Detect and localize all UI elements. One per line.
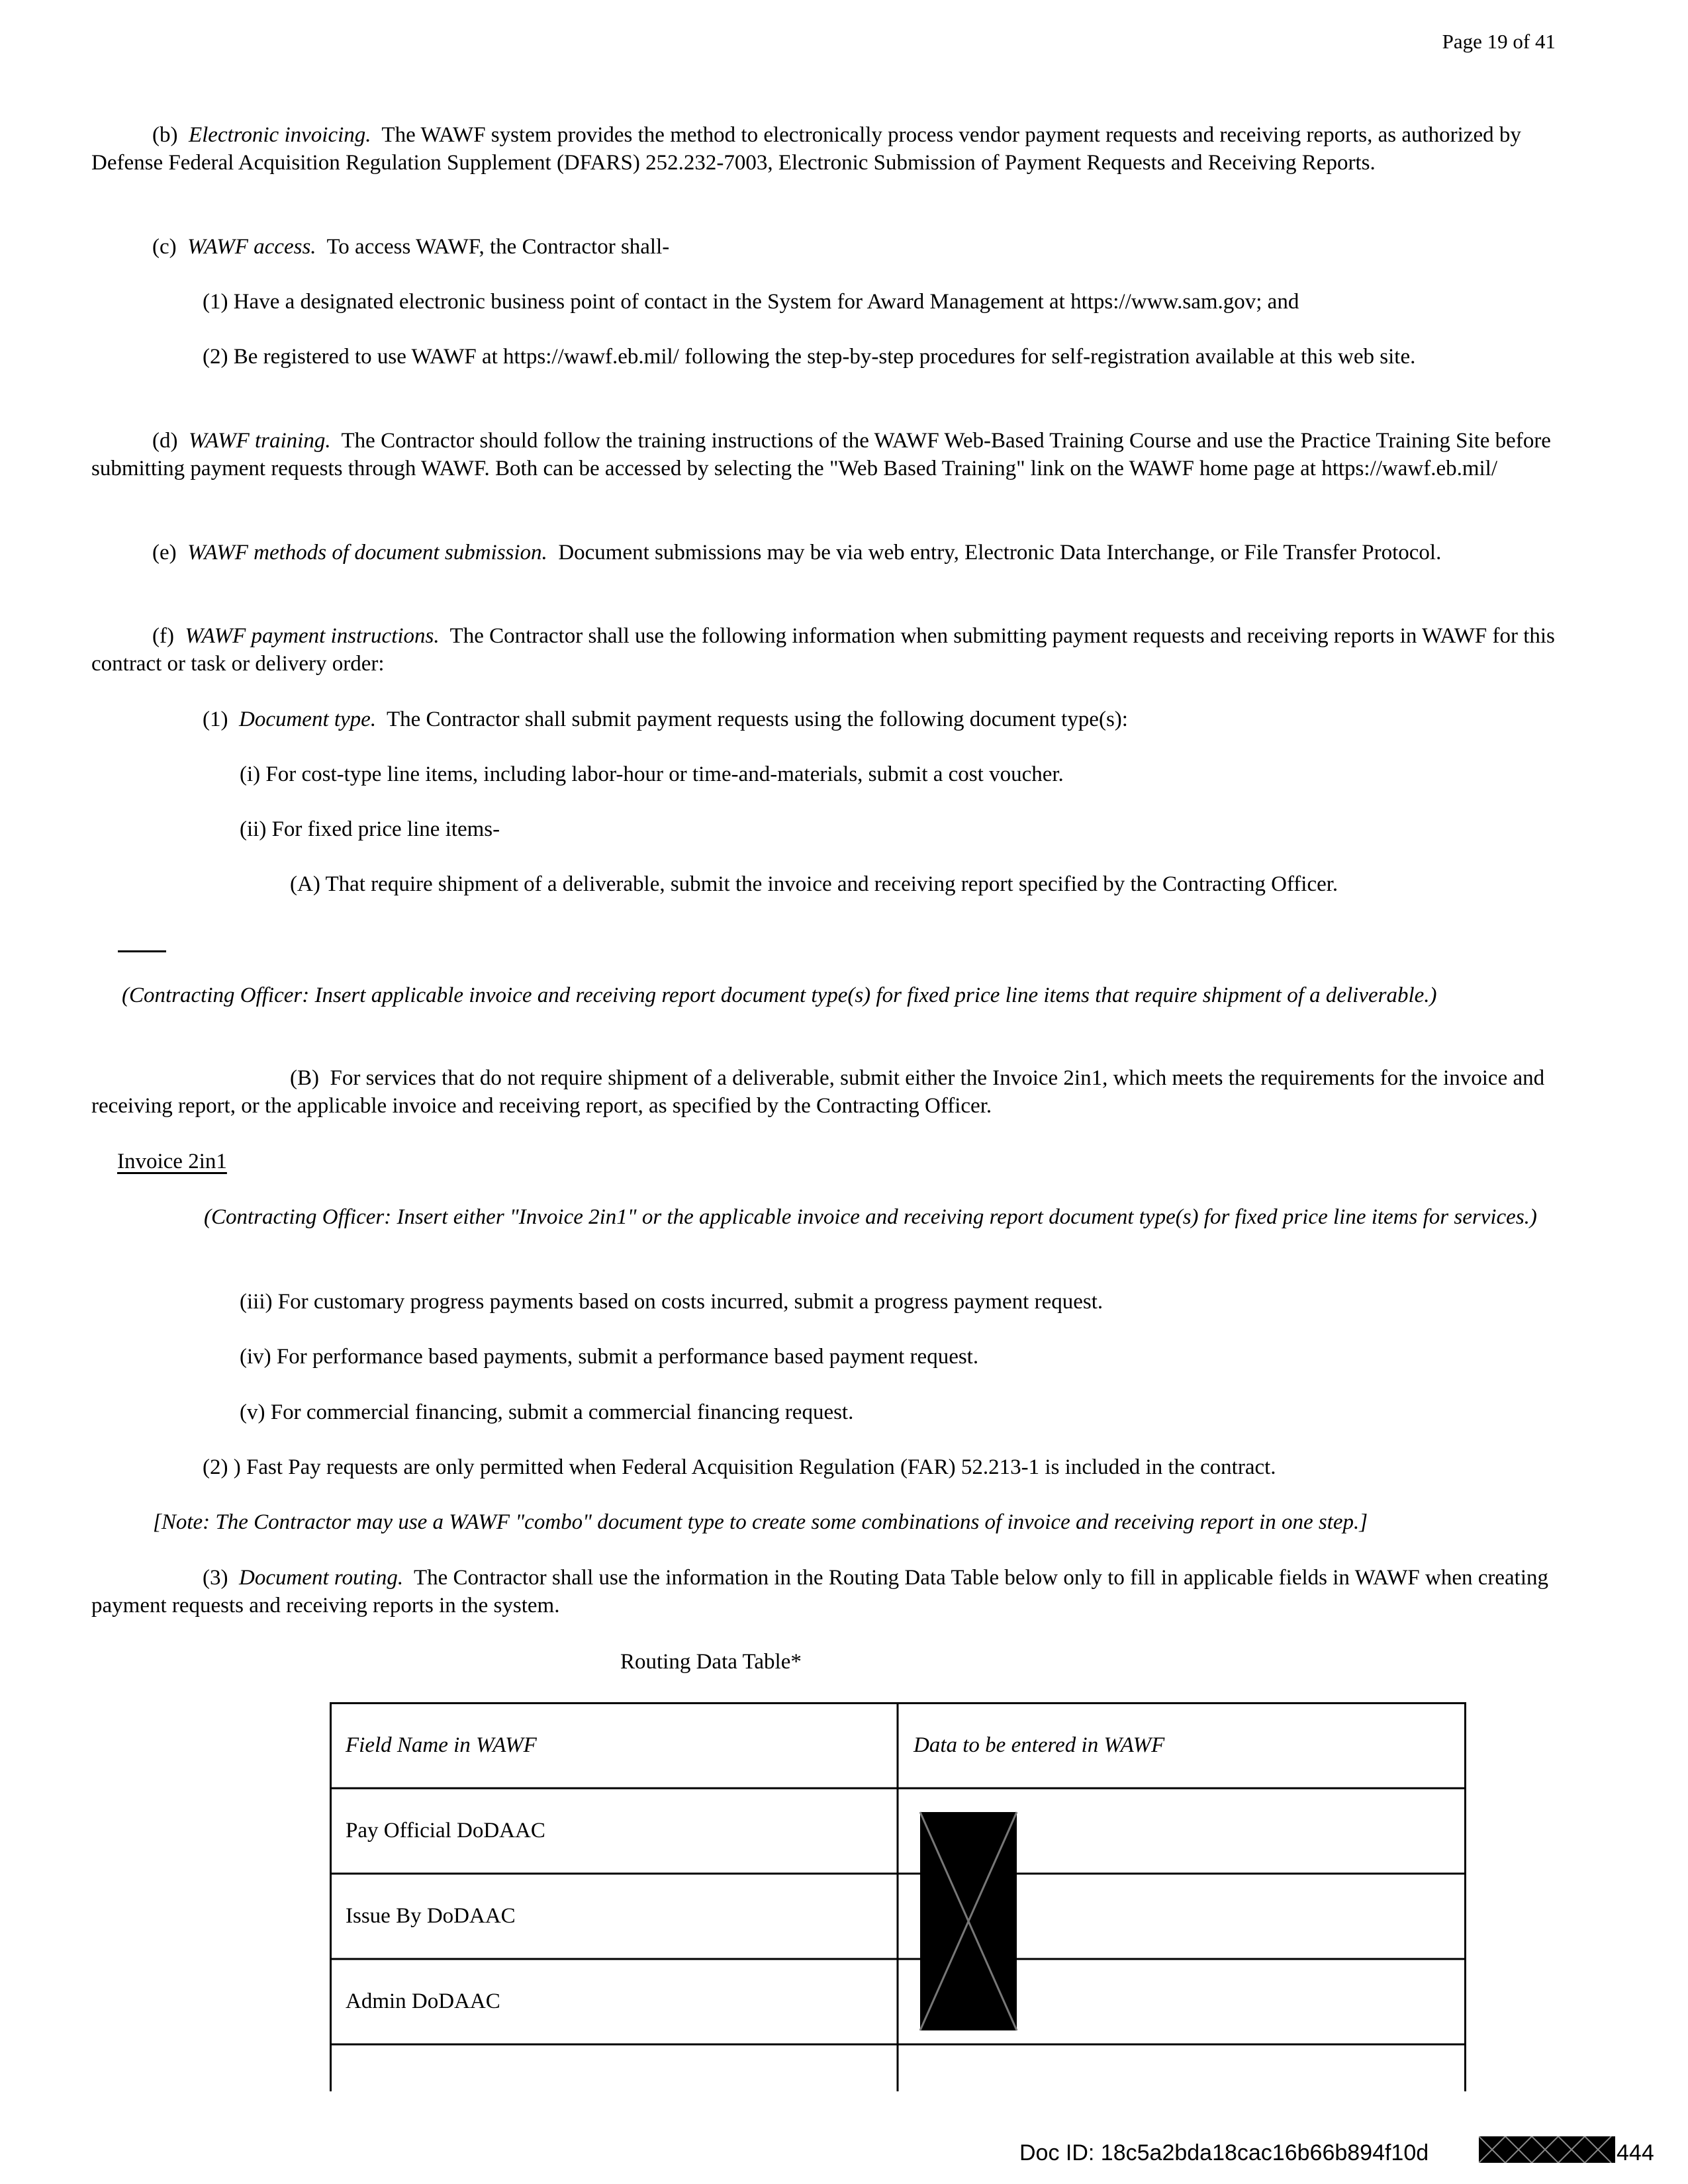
note-A-text: (Contracting Officer: Insert applicable invoice and receiving report document type(s) for fixed price line items that require shipment of a deliverable.) xyxy=(122,983,1437,1007)
marker-d: (d) xyxy=(152,429,178,453)
marker-b: (b) xyxy=(152,123,178,147)
item-f-1-v: (v) For commercial financing, submit a commercial financing request. xyxy=(240,1400,854,1424)
fill-in-blank-line xyxy=(118,950,166,952)
item-f-1-iii: (iii) For customary progress payments based on costs incurred, submit a progress payment request. xyxy=(240,1290,1103,1314)
paragraph-e xyxy=(91,539,1581,567)
table-header-field-name: Field Name in WAWF xyxy=(346,1733,537,1757)
doc-id-suffix: 444 xyxy=(1617,2140,1654,2165)
item-f-1-iv: (iv) For performance based payments, submit a performance based payment request. xyxy=(240,1345,979,1369)
heading-f: WAWF payment instructions. xyxy=(185,624,440,648)
marker-f-1: (1) xyxy=(203,707,228,731)
paragraph-f xyxy=(91,622,1581,678)
note-combo: [Note: The Contractor may use a WAWF "combo" document type to create some combinations of invoice and receiving report in one step.] xyxy=(153,1510,1368,1534)
heading-f-1: Document type. xyxy=(238,707,377,731)
item-c-1: (1) Have a designated electronic business point of contact in the System for Award Management at https://www.sam.gov; and xyxy=(203,290,1299,314)
marker-B: (B) xyxy=(290,1066,319,1090)
item-f-2: (2) ) Fast Pay requests are only permitted when Federal Acquisition Regulation (FAR) 52.213-1 is included in the contract. xyxy=(203,1455,1276,1479)
text-b: The WAWF system provides the method to electronically process vendor payment requests and receiving reports, as authorized by Defense Federal Acquisition Regulation Supplement (DFARS) 252.232-7003, Electronic Submission of Payment Requests and Receiving Reports. xyxy=(91,123,1521,175)
heading-f-3: Document routing. xyxy=(238,1566,404,1590)
table-title: Routing Data Table* xyxy=(620,1650,802,1674)
text-e: Document submissions may be via web entry, Electronic Data Interchange, or File Transfer Protocol. xyxy=(558,541,1442,565)
text-c: To access WAWF, the Contractor shall- xyxy=(326,235,670,259)
heading-e: WAWF methods of document submission. xyxy=(187,541,547,565)
table-row-pay-official: Pay Official DoDAAC xyxy=(346,1819,545,1843)
item-c-2 xyxy=(91,343,1581,371)
item-f-3 xyxy=(91,1564,1581,1619)
text-f: The Contractor shall use the following information when submitting payment requests and receiving reports in WAWF for this contract or task or delivery order: xyxy=(91,624,1555,676)
doc-id: Doc ID: 18c5a2bda18cac16b66b894f10d xyxy=(1019,2140,1429,2165)
item-f-1 xyxy=(203,705,1593,733)
text-B: For services that do not require shipment of a deliverable, submit either the Invoice 2in1, which meets the requirements for the invoice and receiving report, or the applicable invoice and receiving report, as specified by the Contracting Officer. xyxy=(91,1066,1545,1118)
paragraph-d xyxy=(91,427,1581,482)
text-f-1: The Contractor shall submit payment requests using the following document type(s): xyxy=(386,707,1128,731)
heading-d: WAWF training. xyxy=(188,429,331,453)
item-f-1-ii-B xyxy=(91,1064,1581,1120)
heading-c: WAWF access. xyxy=(187,235,316,259)
text-d: The Contractor should follow the training instructions of the WAWF Web-Based Training Course and use the Practice Training Site before submitting payment requests through WAWF. Both can be accessed by selecting the "Web Based Training" link on the WAWF home page at https://wawf.eb.mil/ xyxy=(91,429,1551,480)
routing-data-table xyxy=(330,1702,1466,2091)
table-row-issue-by: Issue By DoDAAC xyxy=(346,1904,516,1928)
table-grid xyxy=(330,1702,1466,2091)
item-f-1-ii-A: (A) That require shipment of a deliverable, submit the invoice and receiving report specified by the Contracting Officer. xyxy=(290,872,1338,896)
paragraph-c xyxy=(91,233,1581,261)
note-B-text: (Contracting Officer: Insert either "Invoice 2in1" or the applicable invoice and receiving report document type(s) for fixed price line items for services.) xyxy=(204,1205,1537,1229)
heading-b: Electronic invoicing. xyxy=(188,123,371,147)
note-B xyxy=(91,1203,1581,1231)
note-A xyxy=(91,981,1581,1009)
redacted-block xyxy=(920,1812,1017,2030)
fill-in-invoice-2in1: Invoice 2in1 xyxy=(117,1150,227,1173)
marker-f-3: (3) xyxy=(203,1566,228,1590)
item-f-1-ii: (ii) For fixed price line items- xyxy=(240,817,500,841)
text-f-3: The Contractor shall use the information in the Routing Data Table below only to fill in applicable fields in WAWF when creating payment requests and receiving reports in the system. xyxy=(91,1566,1548,1617)
marker-c: (c) xyxy=(152,235,177,259)
paragraph-b xyxy=(91,121,1581,177)
marker-f: (f) xyxy=(152,624,174,648)
table-row-admin: Admin DoDAAC xyxy=(346,1989,500,2013)
item-f-1-i: (i) For cost-type line items, including labor-hour or time-and-materials, submit a cost voucher. xyxy=(240,762,1064,786)
table-header-data: Data to be entered in WAWF xyxy=(914,1733,1165,1757)
page-number: Page 19 of 41 xyxy=(1442,30,1556,53)
redacted-doc-id-block xyxy=(1479,2136,1615,2163)
marker-e: (e) xyxy=(152,541,177,565)
item-c-2-text: (2) Be registered to use WAWF at https://wawf.eb.mil/ following the step-by-step procedures for self-registration available at this web site. xyxy=(203,345,1416,369)
